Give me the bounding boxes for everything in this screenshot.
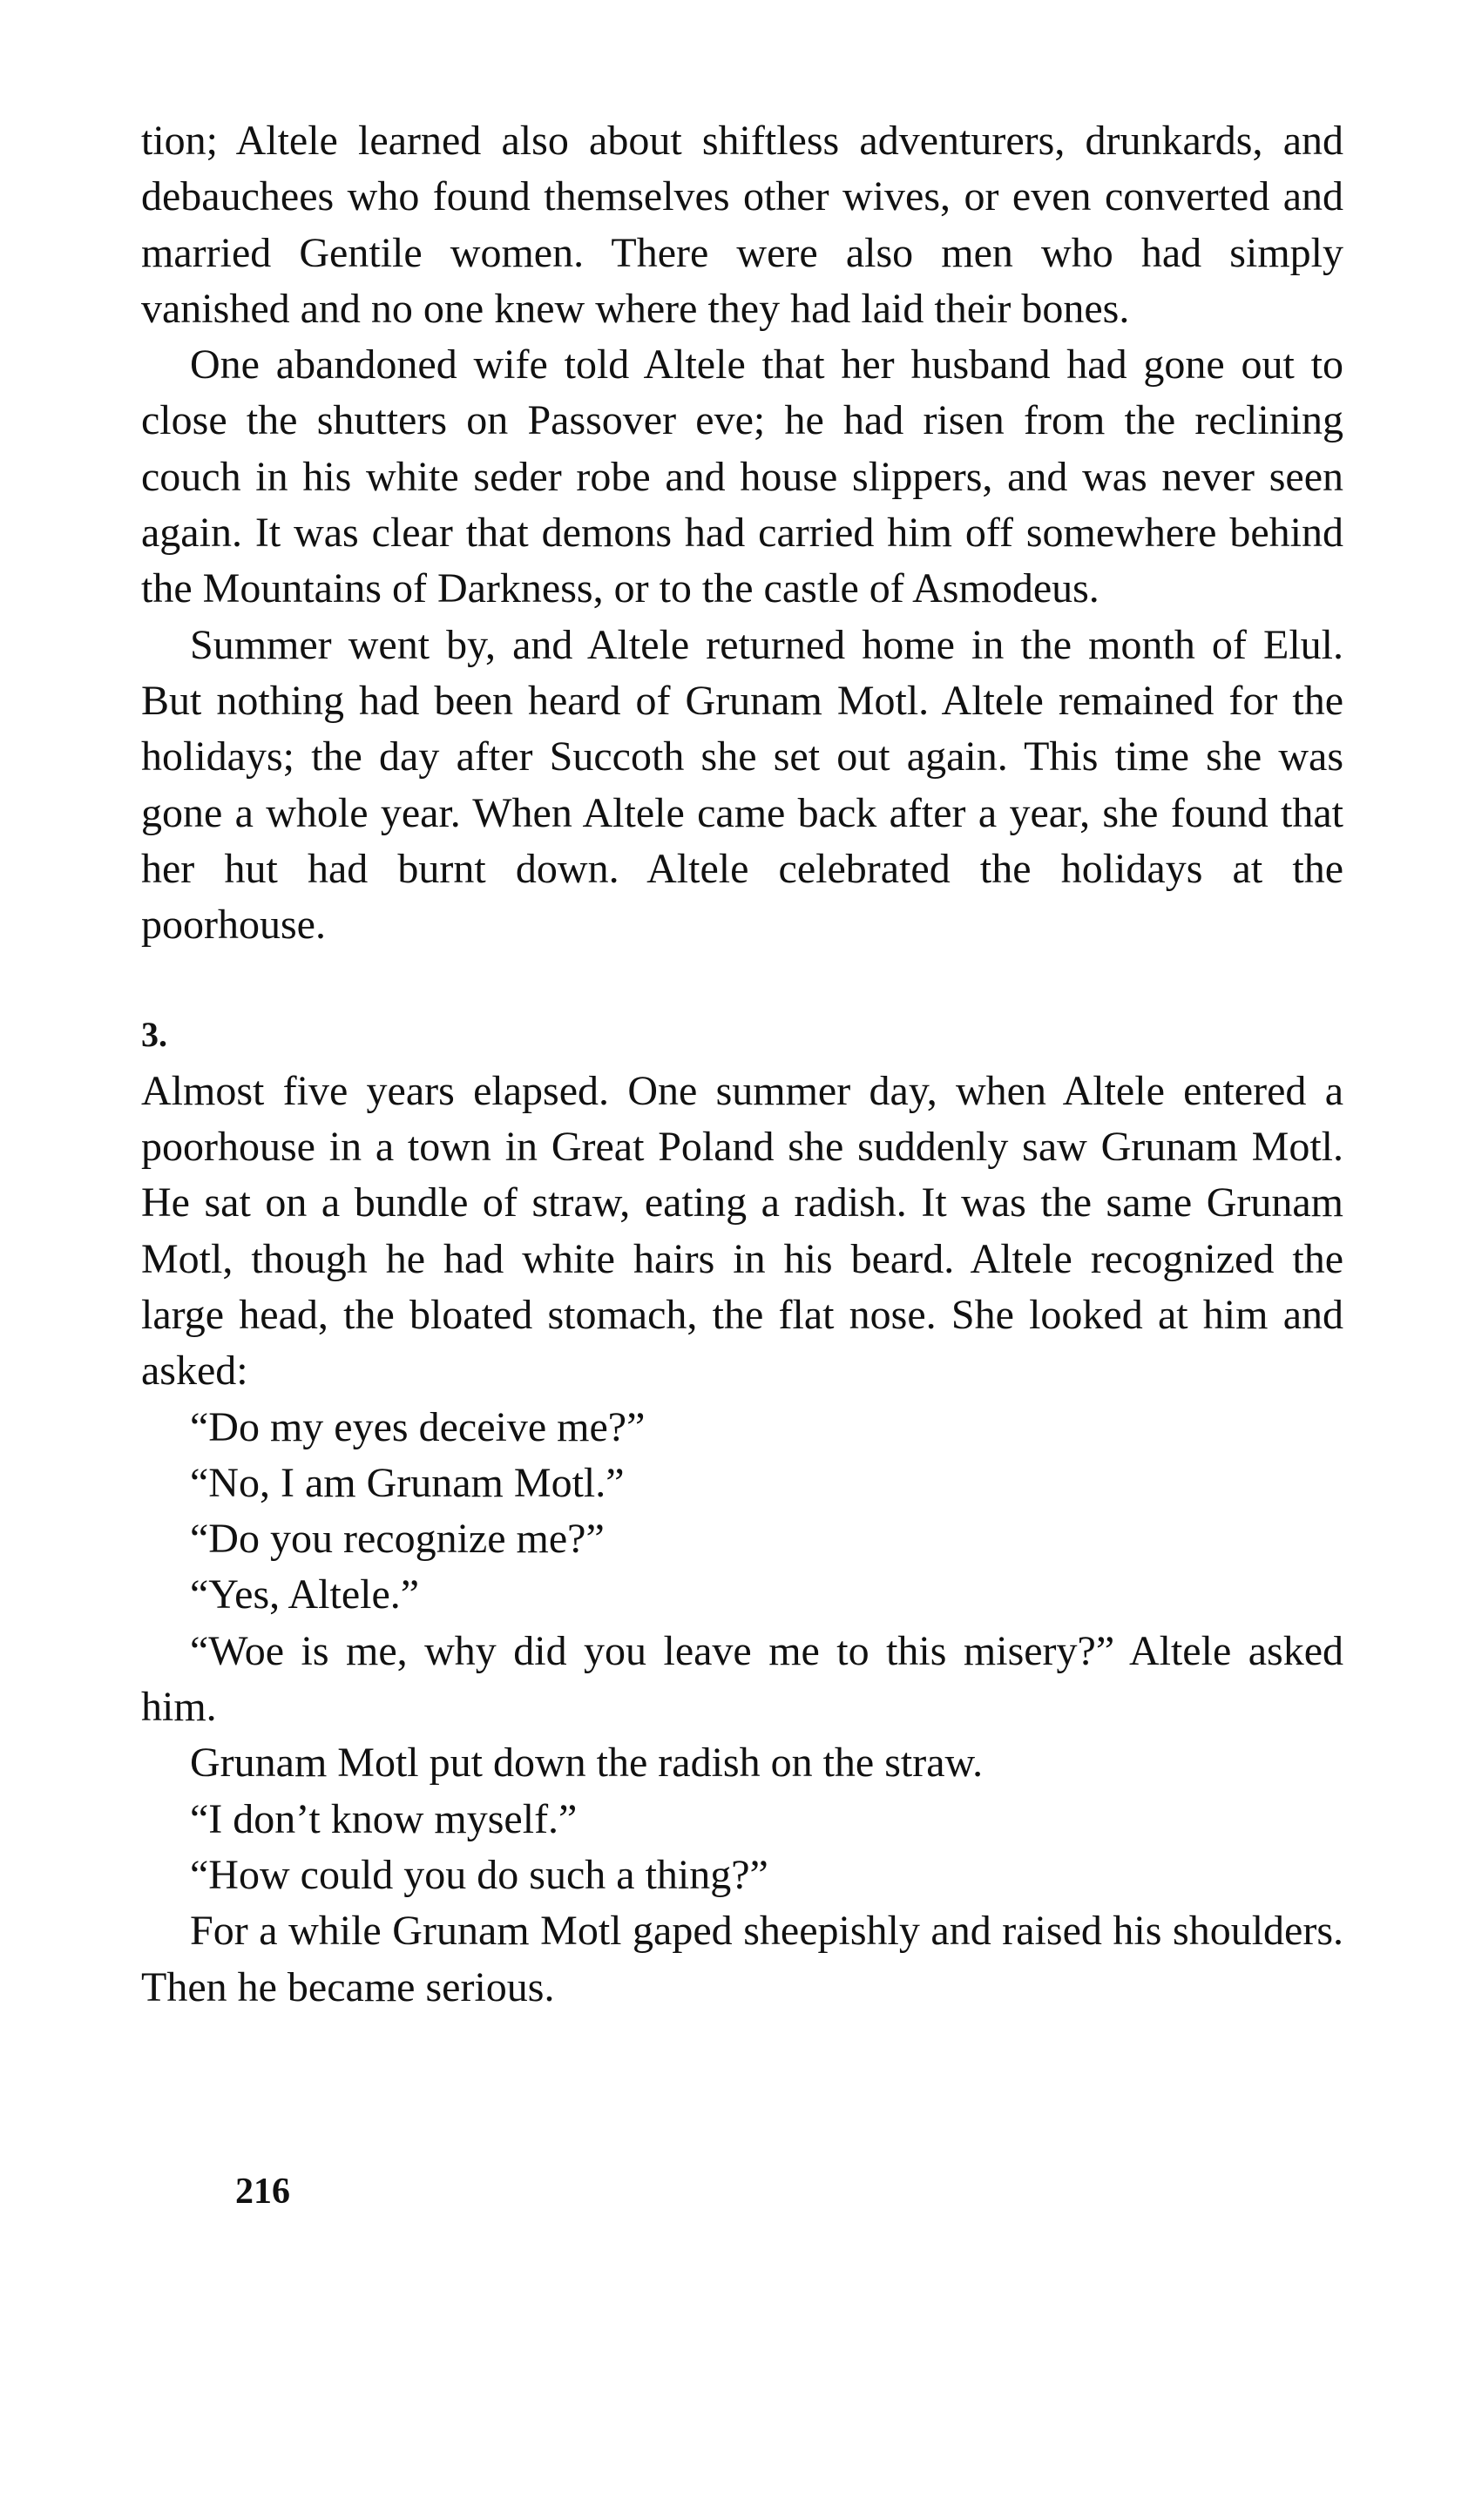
narration-line: Grunam Motl put down the radish on the straw. <box>190 1740 984 1787</box>
paragraph-abandoned-wife: One abandoned wife told Altele that her husband had gone out to close the shutters on Passover eve; he had risen from the reclining couch in his white seder robe and house slippers, and was never seen again. It was clear that demons had carried him off somewhere behind the Mountains of Darkness, or to the castle of Asmodeus. <box>141 341 1343 612</box>
section-heading: 3. <box>141 1015 167 1055</box>
paragraph-five-years: Almost five years elapsed. One summer day, when Altele entered a poorhouse in a town in Great Poland she suddenly saw Grunam Motl. He sat on a bundle of straw, eating a radish. It was the same Grunam Motl, though he had white hairs in his beard. Altele recognized the large head, the bloated stomach, the flat nose. She looked at him and asked: <box>141 1067 1343 1395</box>
dialogue-line: “No, I am Grunam Motl.” <box>190 1459 625 1506</box>
page-body <box>141 113 1343 2016</box>
dialogue-line: “Yes, Altele.” <box>190 1571 420 1618</box>
paragraph-continuation: tion; Altele learned also about shiftless adventurers, drunkards, and debauchees who found themselves other wives, or even converted and married Gentile women. There were also men who had simply vanished and no one knew where they had laid their bones. <box>141 118 1343 332</box>
dialogue-line: “Do my eyes deceive me?” <box>190 1403 646 1450</box>
section-spacer <box>141 953 1343 1007</box>
page-number: 216 <box>235 2172 290 2212</box>
dialogue-line: “How could you do such a thing?” <box>190 1851 768 1898</box>
dialogue-line: “Woe is me, why did you leave me to this misery?” Altele asked him. <box>141 1627 1343 1731</box>
paragraph-closing: For a while Grunam Motl gaped sheepishly and raised his shoulders. Then he became serious. <box>141 1908 1343 2010</box>
dialogue-line: “Do you recognize me?” <box>190 1516 605 1563</box>
dialogue-line: “I don’t know myself.” <box>190 1795 578 1842</box>
paragraph-summer: Summer went by, and Altele returned home in the month of Elul. But nothing had been heard of Grunam Motl. Altele remained for the holidays; the day after Succoth she set out again. This time she was gone a whole year. When Altele came back after a year, she found that her hut had burnt down. Altele celebrated the holidays at the poorhouse. <box>141 621 1343 949</box>
